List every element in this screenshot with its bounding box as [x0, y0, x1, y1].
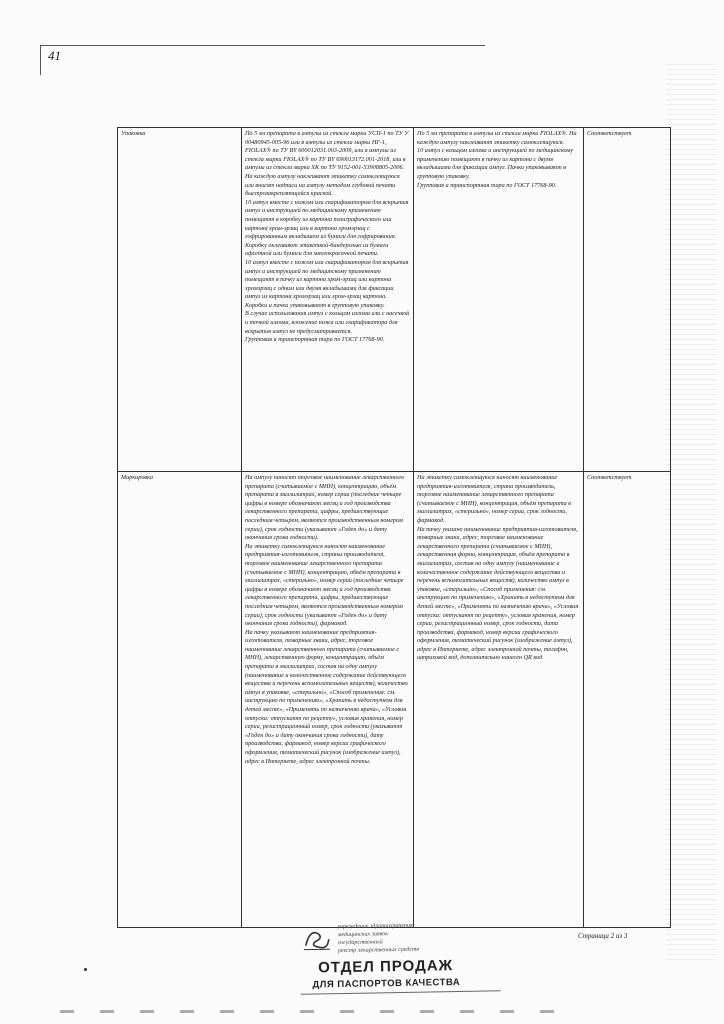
- draft-text: На этикетку самоклеящуюся наносят наименование предприятия-изготовителя, страна производитель, торговое наименование лекарственного препарата (считываемое с МНН), концентрация, объём препарата в миллилитрах, «стерильно», номер серии, срок годности, фармакод. На пачку указано наименование предприятия-изготовителя, товарные знаки, адрес, торговое наименование лекарственного препарата (считываемое с МНН), лекарственная форма, концентрация, объём препарата в миллилитрах, состав на одну ампулу (наименование и количественное содержание действующего вещества и перечень вспомогательных веществ), количество ампул в упаковке, «стерильно», «Способ применения: см. инструкцию по применению», «Хранить в недоступном для детей месте», «Применять по назначению врача», «Условия отпуска: отпускают по рецепту», условия хранения, номер серии, регистрационный номер, срок годности, дата производства, фармакод, номер версии графического оформления, тематический рисунок (изображение ампул), адрес в Интернете, адрес электронной почты, телефон, штриховой код, дополнительно нанесен QR код.: [417, 474, 579, 662]
- draft-text-cell: [414, 128, 584, 472]
- bottom-scan-artifact: [60, 1010, 580, 1013]
- tech-requirements-cell: [242, 128, 414, 472]
- stamp-title: ОТДЕЛ ПРОДАЖ: [318, 957, 454, 977]
- table-row-packaging: [118, 128, 671, 472]
- left-rule: [40, 45, 41, 75]
- page-number: Страница 2 из 3: [578, 932, 628, 940]
- verdict-text: Соответствует: [587, 474, 632, 481]
- tech-requirements-text: По 5 мл препарата в ампулы из стекла марки УСП-1 по ТУ У 00480945-005-96 или в ампулы из стекла марки НГ-1, FIOLAX® по ТУ BY 600012031.003-2009, или в ампулы из стекла марки FIOLAX® по ТУ BY 690013172.001-2018, или в ампулы из стекла марки ХК по ТУ 9152-001-53908805-2006. На каждую ампулу наклеивают этикетку самоклеящуюся или вносят надписи на ампулу методом глубокой печати быстрозакрепляющейся краской. 10 ампул вместе с ножом или скарификатором для вскрытия ампул и инструкцией по медицинскому применению помещают в коробку из картона полиграфического или картона хром-эрзац или в картона хромэрзац с гофрированным вкладышем из бумаги для гофрирования. Коробку оклеивают этикеткой-бандеролью из бумаги офсетной или бумаги для многокрасочной печати. 10 ампул вместе с ножом или скарификатором для вскрытия ампул и инструкцией по медицинскому применению помещают в пачку из картона хром-эрзац или картона хромэрзац с одним или двумя вкладышами для фиксации ампул из картона хромэрзац или хром-эрзац картона. Коробки и пачки упаковывают в групповую упаковку. В случае использования ампул с кольцом излома или с насечкой и точкой излома, вложение ножа или скарификатора для вскрытия ампул не предусматривается. Групповая и транспортная тара по ГОСТ 17768-90.: [245, 130, 410, 344]
- row-name: Маркировка: [121, 474, 153, 481]
- stamp-subtitle: ДЛЯ ПАСПОРТОВ КАЧЕСТВА: [312, 976, 461, 991]
- handwritten-page-mark: 41: [48, 48, 61, 63]
- verdict-text: Соответствует: [587, 130, 632, 137]
- draft-text-cell: [414, 472, 584, 928]
- table-row-marking: [118, 472, 671, 928]
- stamp-small-text: учреждение здравоохранения медицинских заявок государственный реестр лекарственных средств: [337, 922, 420, 955]
- verdict-cell: [584, 128, 671, 472]
- top-rule: [40, 45, 485, 46]
- row-name-cell: [118, 472, 242, 928]
- scan-edge-artifact: [666, 60, 716, 960]
- specification-table: [117, 127, 671, 928]
- scan-dot: [84, 968, 87, 971]
- row-name: Упаковка: [121, 130, 146, 137]
- row-name-cell: [118, 128, 242, 472]
- draft-text: По 5 мл препарата в ампулы из стекла марки FIOLAX®. На каждую ампулу наклеивают этикетку самоклеящуюся. 10 ампул с кольцом излома и инструкцией по медицинскому применению помещают в пачку из картона с двумя вкладышами для фиксации ампул. Пачки упаковывают в групповую упаковку. Групповая и транспортная тара по ГОСТ 17768-90.: [417, 130, 577, 189]
- tech-requirements-cell: [242, 472, 414, 928]
- verdict-cell: [584, 472, 671, 928]
- sales-department-stamp: [299, 918, 500, 994]
- stamp-logo-icon: [301, 925, 331, 952]
- tech-requirements-text: На ампулу наносят торговое наименование лекарственного препарата (считываемое с МНН), концентрацию, объём препарата в миллилитрах, номер серии (последние четыре цифры в номере обозначают месяц и год производства лекарственного препарата, цифры, предшествующие последним четырем, являются производственным номером серии), срок годности (указывают «Годен до» и дату окончания срока годности). На этикетку самоклеящуюся наносят наименование предприятия-изготовителя, страны производителя, торговое наименование лекарственного препарата (считываемое с МНН), концентрацию, объём препарата в миллилитрах, «стерильно», номер серии (последние четыре цифры в номере обозначают месяц и год производства лекарственного препарата, цифры, предшествующие последним четырем, являются производственным номером серии), срок годности (указывают «Годен до» и дату окончания срока годности), фармакод. На пачку указывают наименование предприятия-изготовителя, товарные знаки, адрес, торговое наименование лекарственного препарата (считываемое с МНН), лекарственную форму, концентрацию, объём препарата в миллилитрах, состав на одну ампулу (наименование и количественное содержание действующего вещества и перечень вспомогательных веществ), количество ампул в упаковке, «стерильно», «Способ применения: см. инструкцию по применению», «Хранить в недоступном для детей месте», «Применять по назначению врача», «Условия отпуска: отпускают по рецепту», условия хранения, номер серии, регистрационный номер, срок годности (указывают «Годен до» и дату окончания срока годности), дату производства, фармакод, номер версии графического оформления, тематический рисунок (изображение ампул), адрес в Интернете, адрес электронной почты.: [245, 474, 408, 765]
